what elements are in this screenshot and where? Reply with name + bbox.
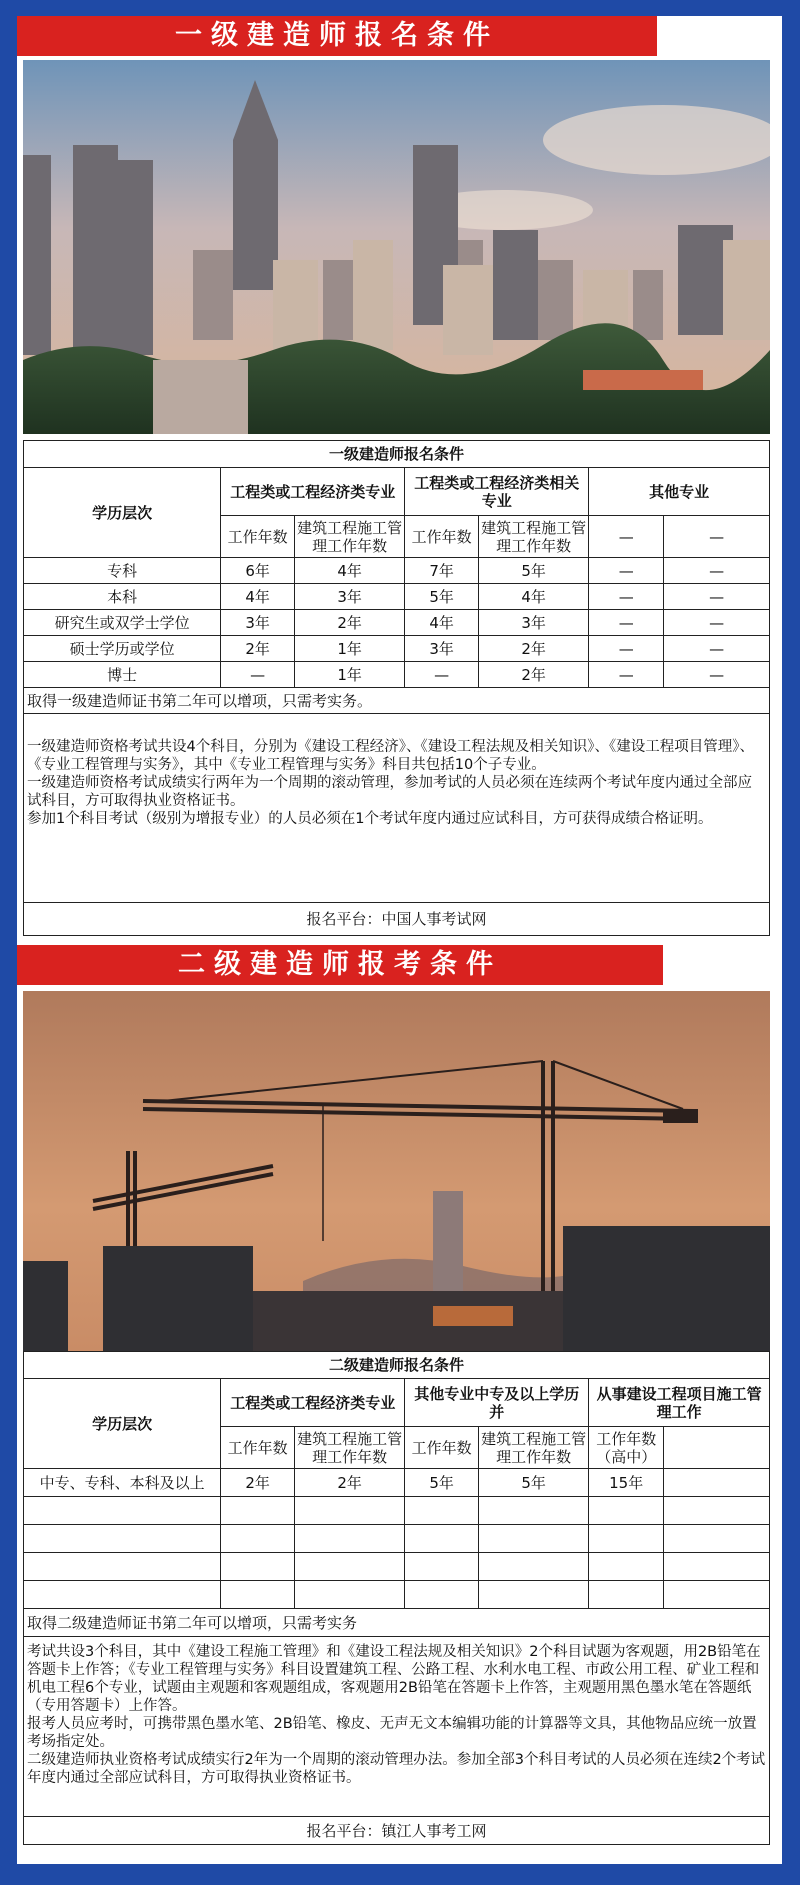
grade-1-requirements-table — [23, 440, 770, 936]
note-paragraph: 一级建造师资格考试共设4个科目，分别为《建设工程经济》、《建设工程法规及相关知识》、《建设工程项目管理》、《专业工程管理与实务》，其中《专业工程管理与实务》科目共包括10个子专业。 — [27, 739, 754, 773]
cell: 5年 — [479, 558, 589, 584]
cell: 1年 — [295, 662, 405, 688]
cell: 2年 — [221, 1469, 295, 1497]
empty-row — [24, 1497, 770, 1525]
cell — [664, 1469, 770, 1497]
cell: 4年 — [479, 584, 589, 610]
cell: — — [664, 584, 770, 610]
cell: 15年 — [589, 1469, 664, 1497]
cell: 3年 — [479, 610, 589, 636]
section-1-panel — [17, 16, 782, 949]
sub-header-mgmt-years: 建筑工程施工管理工作年数 — [295, 516, 405, 558]
section-1-banner: 一级建造师报名条件 — [17, 16, 657, 56]
exam-notes — [24, 714, 770, 903]
construction-cranes-photo — [23, 991, 770, 1351]
cell: 4年 — [221, 584, 295, 610]
section-2-panel — [17, 945, 782, 1864]
cell: — — [589, 662, 664, 688]
sub-header-mgmt-years: 建筑工程施工管理工作年数 — [295, 1427, 405, 1469]
cell: — — [664, 662, 770, 688]
sub-header-years: 工作年数 — [405, 516, 479, 558]
row-education: 本科 — [24, 584, 221, 610]
cell: 2年 — [479, 636, 589, 662]
table-row — [24, 636, 770, 662]
note-paragraph: 二级建造师执业资格考试成绩实行2年为一个周期的滚动管理办法。参加全部3个科目考试的人员必须在连续2个考试年度内通过全部应试科目，方可取得执业资格证书。 — [27, 1752, 766, 1786]
note-upgrade: 取得二级建造师证书第二年可以增项，只需考实务 — [24, 1609, 770, 1637]
table-title: 二级建造师报名条件 — [24, 1352, 770, 1379]
table-row — [24, 1469, 770, 1497]
exam-notes — [24, 1637, 770, 1817]
empty-row — [24, 1525, 770, 1553]
grade-2-requirements-table — [23, 1351, 770, 1845]
cell: — — [405, 662, 479, 688]
cell: 4年 — [295, 558, 405, 584]
city-skyline-photo — [23, 60, 770, 434]
table-row — [24, 610, 770, 636]
note-paragraph: 考试共设3个科目，其中《建设工程施工管理》和《建设工程法规及相关知识》2个科目试题为客观题，用2B铅笔在答题卡上作答；《专业工程管理与实务》科目设置建筑工程、公路工程、水利水电工程、市政公用工程、矿业工程和机电工程6个专业，试题由主观题和客观题组成，客观题用2B铅笔在答题卡上作答，主观题用黑色墨水笔在答题纸（专用答题卡）上作答。 — [27, 1644, 761, 1714]
note-paragraph: 参加1个科目考试（级别为增报专业）的人员必须在1个考试年度内通过应试科目，方可获得成绩合格证明。 — [27, 811, 713, 827]
row-education: 专科 — [24, 558, 221, 584]
registration-platform: 报名平台：中国人事考试网 — [24, 903, 770, 936]
col-group-construction-mgmt: 从事建设工程项目施工管理工作 — [589, 1379, 770, 1427]
empty-row — [24, 1581, 770, 1609]
sub-header-empty — [664, 1427, 770, 1469]
col-group-engineering: 工程类或工程经济类专业 — [221, 468, 405, 516]
table-row — [24, 662, 770, 688]
sub-header-years-highschool: 工作年数（高中） — [589, 1427, 664, 1469]
sub-header-mgmt-years: 建筑工程施工管理工作年数 — [479, 516, 589, 558]
sub-header-years: 工作年数 — [221, 516, 295, 558]
cell: — — [589, 558, 664, 584]
note-paragraph: 一级建造师资格考试成绩实行两年为一个周期的滚动管理，参加考试的人员必须在连续两个考试年度内通过全部应试科目，方可取得执业资格证书。 — [27, 775, 752, 809]
sub-header-years: 工作年数 — [405, 1427, 479, 1469]
cell: — — [589, 610, 664, 636]
registration-platform: 报名平台：镇江人事考工网 — [24, 1817, 770, 1845]
col-group-other: 其他专业 — [589, 468, 770, 516]
row-education: 研究生或双学士学位 — [24, 610, 221, 636]
cell: — — [664, 558, 770, 584]
table-row — [24, 558, 770, 584]
cell: 3年 — [405, 636, 479, 662]
cell: 2年 — [295, 610, 405, 636]
cell: — — [589, 584, 664, 610]
col-group-other-major: 其他专业中专及以上学历并 — [405, 1379, 589, 1427]
section-2-banner: 二级建造师报考条件 — [17, 945, 663, 985]
row-education: 硕士学历或学位 — [24, 636, 221, 662]
cell: — — [664, 636, 770, 662]
table-title: 一级建造师报名条件 — [24, 441, 770, 468]
cell: 7年 — [405, 558, 479, 584]
col-group-related: 工程类或工程经济类相关专业 — [405, 468, 589, 516]
col-header-education: 学历层次 — [24, 1379, 221, 1469]
note-paragraph: 报考人员应考时，可携带黑色墨水笔、2B铅笔、橡皮、无声无文本编辑功能的计算器等文具，其他物品应统一放置考场指定处。 — [27, 1716, 757, 1750]
cell: 2年 — [295, 1469, 405, 1497]
cell: — — [221, 662, 295, 688]
col-header-education: 学历层次 — [24, 468, 221, 558]
cell: 2年 — [479, 662, 589, 688]
cell: — — [589, 636, 664, 662]
cell: 2年 — [221, 636, 295, 662]
table-row — [24, 584, 770, 610]
empty-row — [24, 1553, 770, 1581]
sub-header-mgmt-years: 建筑工程施工管理工作年数 — [479, 1427, 589, 1469]
sub-header-other: — — [589, 516, 664, 558]
col-group-engineering: 工程类或工程经济类专业 — [221, 1379, 405, 1427]
sub-header-other: — — [664, 516, 770, 558]
note-upgrade: 取得一级建造师证书第二年可以增项，只需考实务。 — [24, 688, 770, 714]
row-education: 中专、专科、本科及以上 — [24, 1469, 221, 1497]
cell: 6年 — [221, 558, 295, 584]
cell: 5年 — [405, 584, 479, 610]
cell: 3年 — [221, 610, 295, 636]
cell: 5年 — [479, 1469, 589, 1497]
row-education: 博士 — [24, 662, 221, 688]
cell: 4年 — [405, 610, 479, 636]
sub-header-years: 工作年数 — [221, 1427, 295, 1469]
cell: 1年 — [295, 636, 405, 662]
cell: 3年 — [295, 584, 405, 610]
cell: — — [664, 610, 770, 636]
cell: 5年 — [405, 1469, 479, 1497]
